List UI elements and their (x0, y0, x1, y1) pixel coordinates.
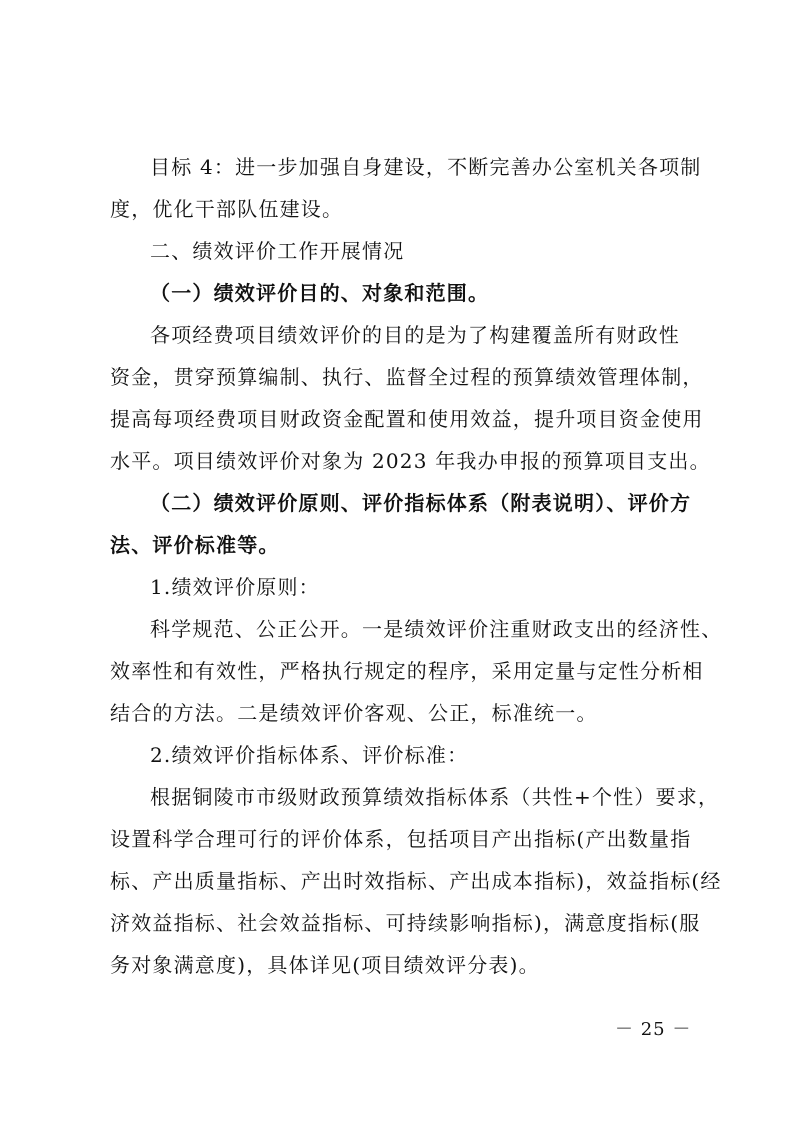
paragraph-line: 务对象满意度)，具体详见(项目绩效评分表)。 (110, 953, 540, 977)
paragraph-line: 度，优化干部队伍建设。 (110, 197, 344, 221)
paragraph-line: 目标 4：进一步加强自身建设，不断完善办公室机关各项制 (150, 155, 702, 179)
paragraph-line: 资金，贯穿预算编制、执行、监督全过程的预算绩效管理体制， (110, 365, 704, 389)
paragraph-line: 设置科学合理可行的评价体系，包括项目产出指标(产出数量指 (110, 827, 692, 851)
section-heading: 二、绩效评价工作开展情况 (150, 239, 405, 263)
paragraph-line: 科学规范、公正公开。一是绩效评价注重财政支出的经济性、 (150, 617, 723, 641)
numbered-item: 2.绩效评价指标体系、评价标准： (150, 743, 469, 767)
paragraph-line: 水平。项目绩效评价对象为 2023 年我办申报的预算项目支出。 (110, 449, 711, 473)
paragraph-line: 效率性和有效性，严格执行规定的程序，采用定量与定性分析相 (110, 659, 704, 683)
subsection-heading: （一）绩效评价目的、对象和范围。 (150, 281, 490, 305)
paragraph-line: 提高每项经费项目财政资金配置和使用效益，提升项目资金使用 (110, 407, 704, 431)
paragraph-line: 标、产出质量指标、产出时效指标、产出成本指标)，效益指标(经 (110, 869, 722, 893)
paragraph-line: 根据铜陵市市级财政预算绩效指标体系（共性+个性）要求， (150, 785, 720, 809)
paragraph-line: 济效益指标、社会效益指标、可持续影响指标)，满意度指标(服 (110, 911, 701, 935)
paragraph-line: 结合的方法。二是绩效评价客观、公正，标准统一。 (110, 701, 598, 725)
numbered-item: 1.绩效评价原则： (150, 575, 320, 599)
subsection-heading-continued: 法、评价标准等。 (110, 533, 280, 557)
subsection-heading: （二）绩效评价原则、评价指标体系（附表说明）、评价方 (150, 491, 692, 515)
page-number: － 25 － (615, 1019, 692, 1040)
paragraph-line: 各项经费项目绩效评价的目的是为了构建覆盖所有财政性 (150, 323, 680, 347)
